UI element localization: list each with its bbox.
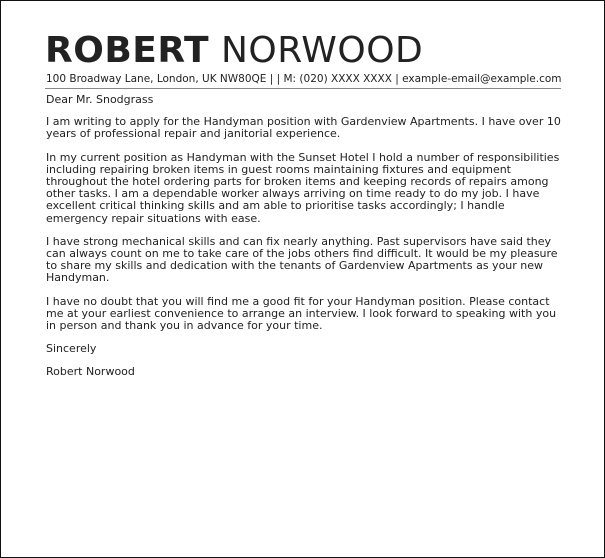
salutation: Dear Mr. Snodgrass [46, 93, 154, 106]
paragraph-current-position: In my current position as Handyman with the Sunset Hotel I hold a number of responsibilities including repairing broken items in guest rooms maintaining fixtures and equipment throughout the hotel ordering parts for broken items and keeping records of repairs among other tasks. I am a dependable worker always arriving on time ready to do my job. I have excellent critical thinking skills and am able to prioritise tasks accordingly; I handle emergency repair situations with ease. [46, 150, 560, 225]
paragraph-intro: I am writing to apply for the Handyman position with Gardenview Apartments. I have over 10 years of professional repair and janitorial experience. [46, 115, 561, 141]
contact-line: 100 Broadway Lane, London, UK NW80QE | | M: (020) XXXX XXXX | example-email@example.com [46, 73, 562, 85]
paragraph-skills: I have strong mechanical skills and can fix nearly anything. Past supervisors have said they can always count on me to take care of the jobs others find difficult. It would be my pleasure to share my skills and dedication with the tenants of Gardenview Apartments as your new Handyman. [46, 234, 558, 285]
signature: Robert Norwood [46, 365, 135, 379]
closing: Sincerely [46, 342, 97, 356]
paragraph-closing: I have no doubt that you will find me a good fit for your Handyman position. Please contact me at your earliest convenience to arrange an interview. I look forward to speaking with you in person and thank you in advance for your time. [46, 294, 557, 333]
letter-body [46, 94, 568, 390]
last-name: NORWOOD [220, 30, 424, 71]
header-divider [45, 88, 561, 89]
applicant-name [45, 31, 423, 71]
first-name: ROBERT [45, 30, 210, 71]
